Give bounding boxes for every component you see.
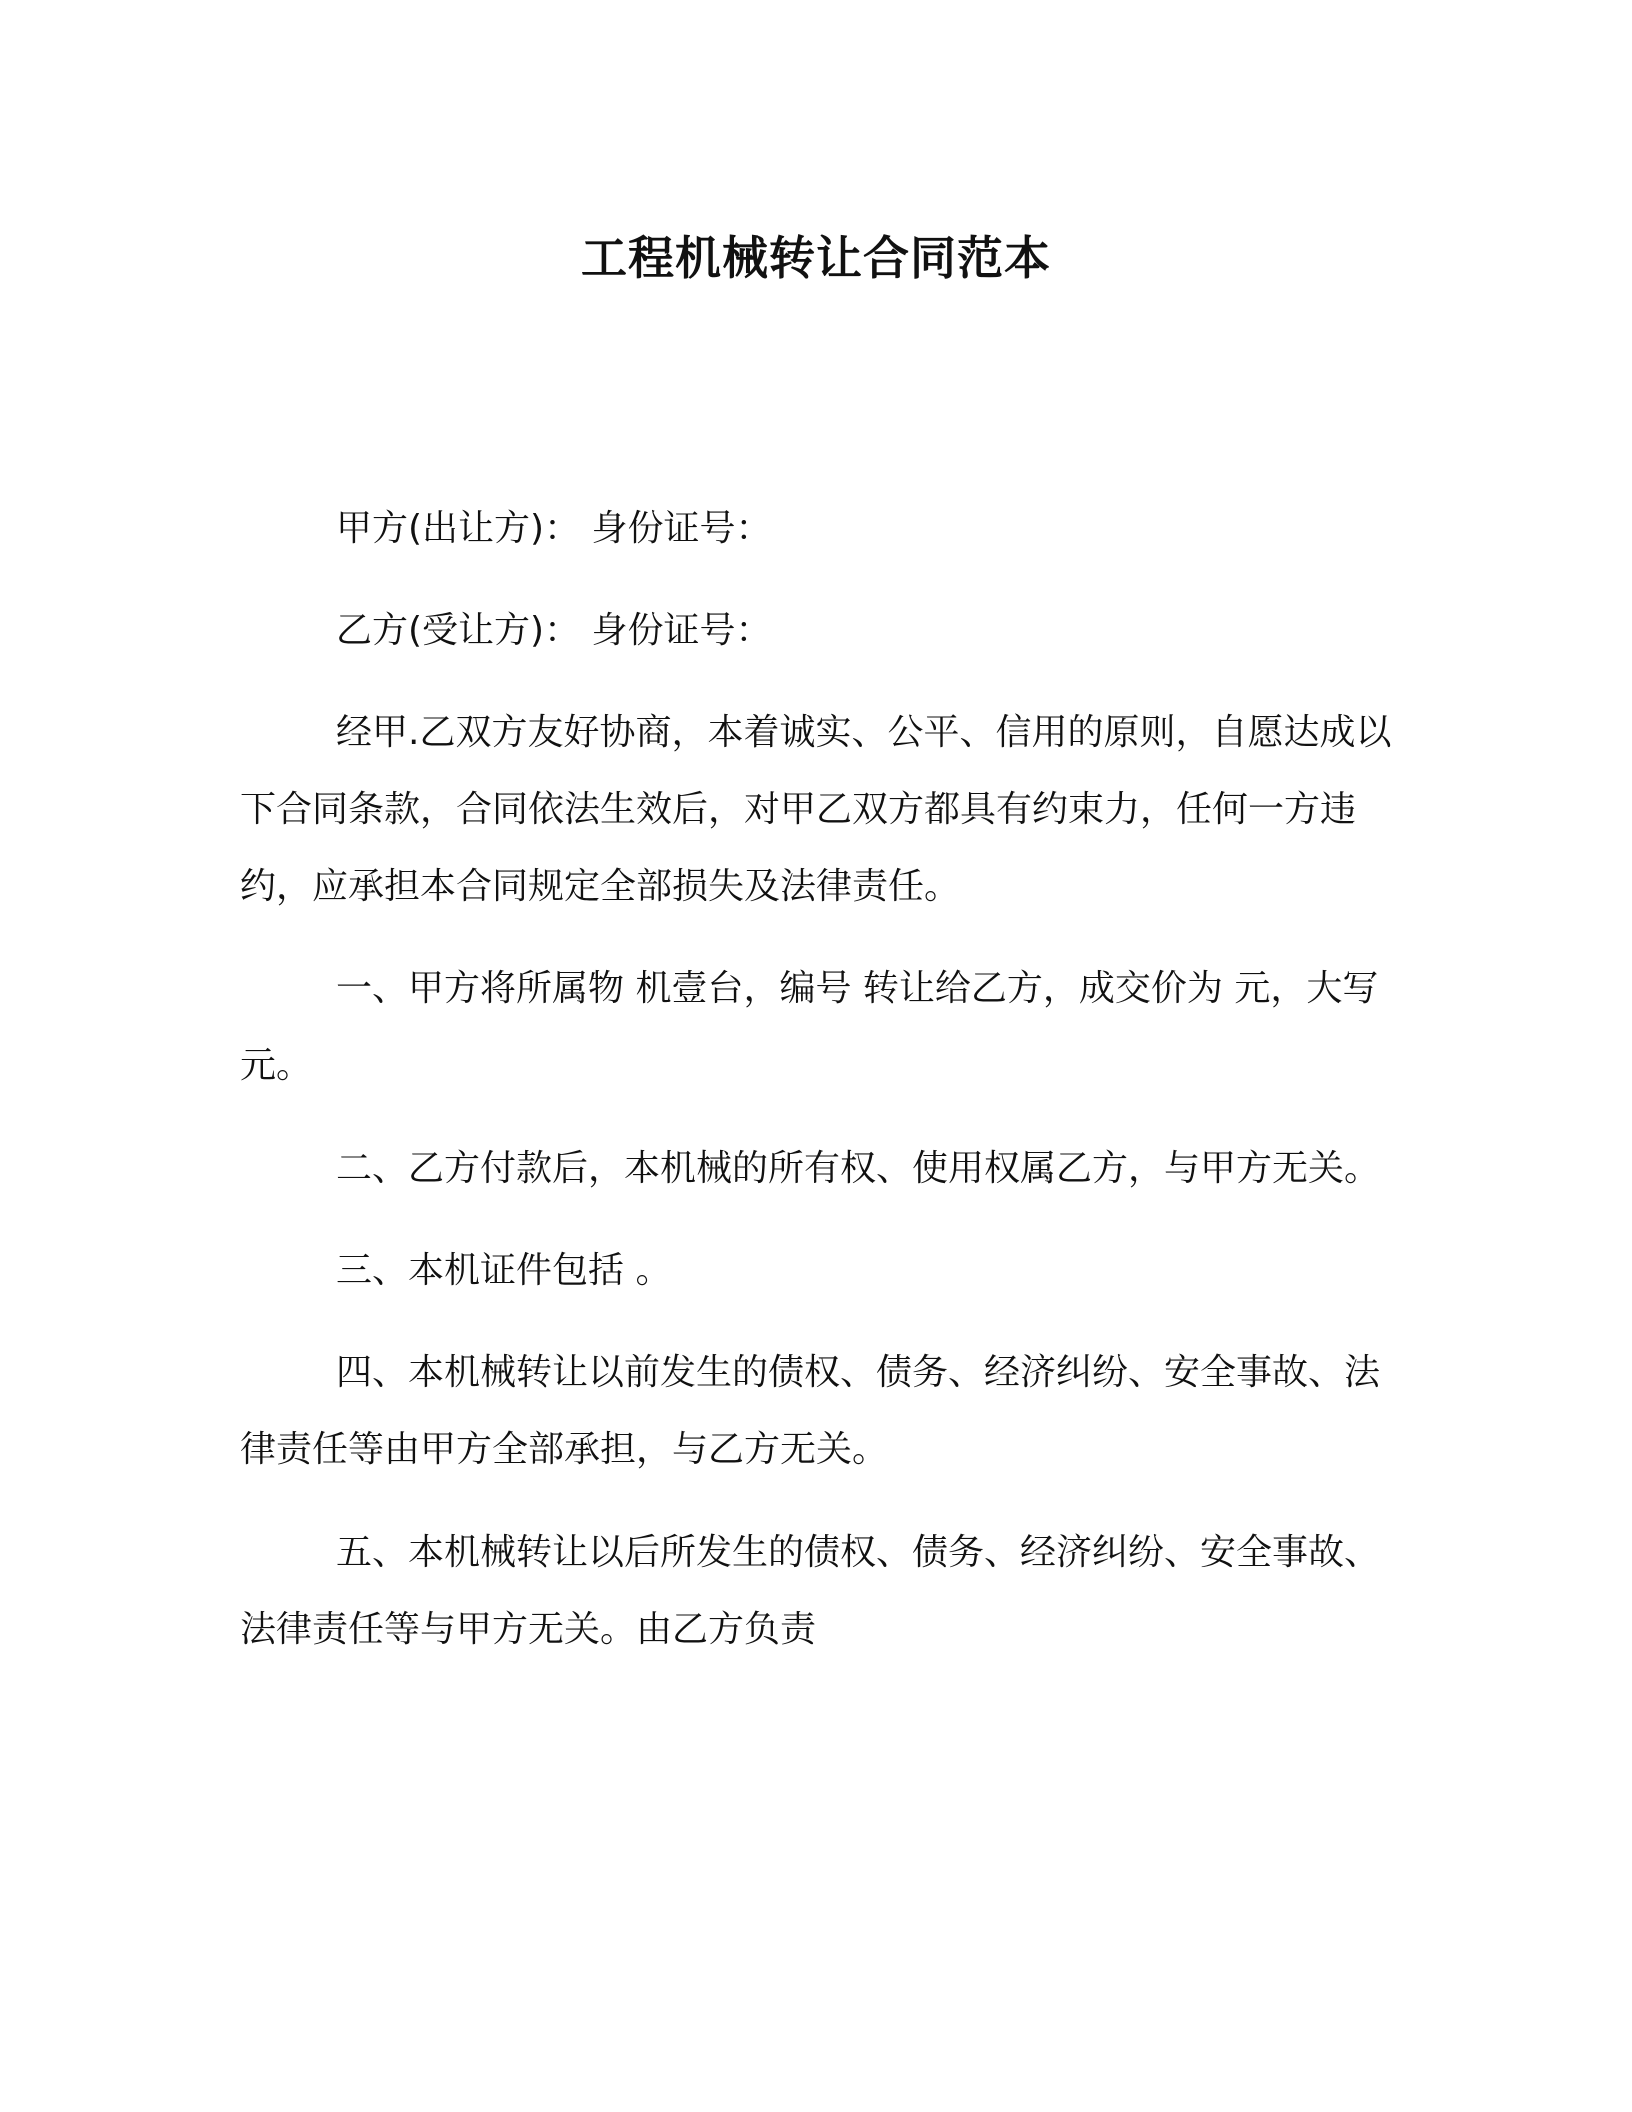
party-a-line: 甲方(出让方)： 身份证号： [336, 508, 772, 549]
party-b-line: 乙方(受让方)： 身份证号： [336, 610, 772, 651]
clause-3: 三、本机证件包括 。 [336, 1250, 672, 1291]
clause-4: 四、本机械转让以前发生的债权、债务、经济纠纷、安全事故、法律责任等由甲方全部承担，与乙方无关。 [240, 1352, 1381, 1470]
document-title: 工程机械转让合同范本 [581, 231, 1051, 285]
clause-5: 五、本机械转让以后所发生的债权、债务、经济纠纷、安全事故、法律责任等与甲方无关。由乙方负责 [240, 1532, 1381, 1650]
clause-1: 一、甲方将所属物 机壹台，编号 转让给乙方，成交价为 元，大写 元。 [240, 968, 1379, 1086]
clause-2: 二、乙方付款后，本机械的所有权、使用权属乙方，与甲方无关。 [336, 1148, 1381, 1189]
preamble-paragraph: 经甲.乙双方友好协商，本着诚实、公平、信用的原则，自愿达成以下合同条款，合同依法生效后，对甲乙双方都具有约束力，任何一方违约，应承担本合同规定全部损失及法律责任。 [240, 712, 1392, 907]
